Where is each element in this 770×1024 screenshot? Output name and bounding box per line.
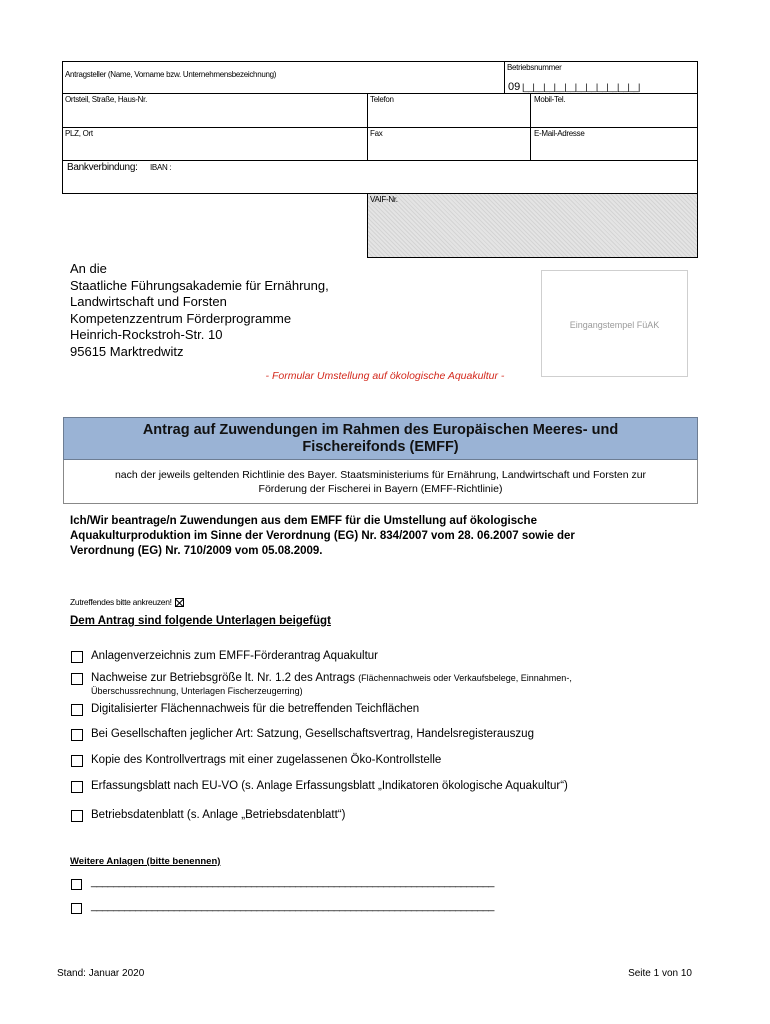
attachment-note-continued: Überschussrechnung, Unterlagen Fischerzeugerring)	[91, 686, 303, 696]
attachment-label: Digitalisierter Flächennachweis für die betreffenden Teichflächen	[91, 703, 420, 715]
mobile-label: Mobil-Tel.	[534, 95, 566, 104]
bank-label: Bankverbindung:	[67, 162, 138, 173]
attachment-label-text: Nachweise zur Betriebsgröße lt. Nr. 1.2 des Antrags	[91, 672, 355, 684]
company-number-mask: |__|__|__|__|__|__|__|__|__|__|__|	[522, 82, 640, 92]
iban-label: IBAN :	[150, 163, 172, 172]
recipient-address	[70, 261, 329, 360]
email-label: E-Mail-Adresse	[534, 129, 585, 138]
statement-line: Verordnung (EG) Nr. 710/2009 vom 05.08.2009.	[70, 545, 323, 557]
receipt-stamp-label: Eingangstempel FüAK	[569, 320, 660, 330]
company-number-prefix: 09	[508, 81, 521, 93]
receipt-stamp-box	[541, 270, 688, 377]
city-field[interactable]	[63, 128, 367, 160]
attachment-label: Bei Gesellschaften jeglicher Art: Satzung, Gesellschaftsvertrag, Handelsregisterauszug	[91, 728, 534, 740]
checkbox-attachment-digital-area[interactable]	[71, 704, 83, 716]
company-number-label: Betriebsnummer	[507, 63, 562, 72]
further-attachment-input-2[interactable]: _________________________________________________________________________	[91, 900, 494, 912]
attachments-heading: Dem Antrag sind folgende Unterlagen beigefügt	[70, 615, 331, 627]
checkbox-attachment-company-docs[interactable]	[71, 729, 83, 741]
city-label: PLZ, Ort	[65, 129, 93, 138]
further-attachments-heading: Weitere Anlagen (bitte benennen)	[70, 856, 221, 867]
further-attachment-input-1[interactable]: _________________________________________________________________________	[91, 876, 494, 888]
footer-page-number: Seite 1 von 10	[628, 968, 692, 979]
address-line: 95615 Marktredwitz	[70, 343, 184, 359]
form-description	[63, 460, 698, 504]
checkbox-attachment-inventory[interactable]	[71, 651, 83, 663]
attachment-note: (Flächennachweis oder Verkaufsbelege, Einnahmen-,	[358, 673, 572, 683]
attachment-label: Erfassungsblatt nach EU-VO (s. Anlage Erfassungsblatt „Indikatoren ökologische Aquakultur“)	[91, 780, 568, 792]
street-label: Ortsteil, Straße, Haus-Nr.	[65, 95, 147, 104]
attachment-label	[91, 672, 572, 684]
checkbox-attachment-farm-size[interactable]	[71, 673, 83, 685]
attachment-label: Betriebsdatenblatt (s. Anlage „Betriebsdatenblatt“)	[91, 809, 346, 821]
statement-line: Aquakulturproduktion im Sinne der Verordnung (EG) Nr. 834/2007 vom 28. 06.2007 sowie der	[70, 530, 575, 542]
phone-label: Telefon	[370, 95, 394, 104]
form-title	[63, 417, 698, 460]
description-line: nach der jeweils geltenden Richtlinie des Bayer. Staatsministeriums für Ernährung, Landwirtschaft und Forsten zur	[114, 469, 647, 481]
checkbox-further-attachment-1[interactable]	[71, 879, 82, 890]
checkbox-hint	[70, 597, 184, 607]
checkbox-attachment-control-contract[interactable]	[71, 755, 83, 767]
application-statement	[70, 514, 670, 559]
vaif-field[interactable]	[367, 193, 698, 258]
attachment-label: Anlagenverzeichnis zum EMFF-Förderantrag Aquakultur	[91, 650, 378, 662]
vaif-label: VAIF-Nr.	[370, 195, 398, 204]
checkbox-attachment-eu-sheet[interactable]	[71, 781, 83, 793]
attachment-label: Kopie des Kontrollvertrags mit einer zugelassenen Öko-Kontrollstelle	[91, 754, 442, 766]
description-line: Förderung der Fischerei in Bayern (EMFF-Richtlinie)	[258, 483, 503, 495]
form-subtitle: - Formular Umstellung auf ökologische Aquakultur -	[265, 370, 505, 382]
crossed-box-icon	[175, 598, 184, 607]
address-line: Kompetenzzentrum Förderprogramme	[70, 310, 292, 326]
address-line: Staatliche Führungsakademie für Ernährung,	[70, 277, 329, 293]
address-line: Landwirtschaft und Forsten	[70, 294, 227, 309]
title-line: Antrag auf Zuwendungen im Rahmen des Europäischen Meeres- und	[142, 422, 619, 438]
applicant-label: Antragsteller (Name, Vorname bzw. Unternehmensbezeichnung)	[65, 70, 277, 79]
address-line: Heinrich-Rockstroh-Str. 10	[70, 327, 223, 342]
statement-line: Ich/Wir beantrage/n Zuwendungen aus dem EMFF für die Umstellung auf ökologische	[70, 515, 537, 527]
fax-label: Fax	[370, 129, 383, 138]
fax-field[interactable]	[368, 128, 530, 160]
checkbox-further-attachment-2[interactable]	[71, 903, 82, 914]
hint-text: Zutreffendes bitte ankreuzen!	[70, 597, 172, 607]
address-line: An die	[70, 261, 107, 276]
footer-date: Stand: Januar 2020	[57, 968, 145, 979]
title-line: Fischereifonds (EMFF)	[302, 439, 459, 455]
checkbox-attachment-company-data[interactable]	[71, 810, 83, 822]
